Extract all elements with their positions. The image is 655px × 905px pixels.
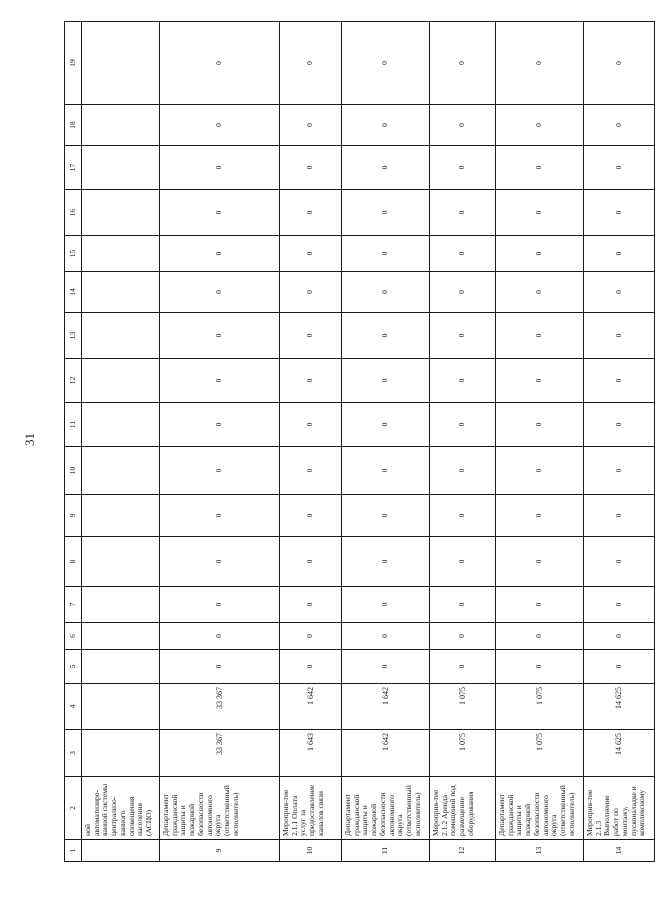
- year-value-cell: 0: [160, 190, 280, 236]
- year-value-cell: 0: [496, 537, 584, 587]
- column-header: 13: [65, 313, 82, 359]
- year-value-cell: 0: [280, 447, 342, 495]
- year-value-cell: 33 367: [160, 684, 280, 730]
- year-value-cell: [82, 190, 160, 236]
- year-value-cell: 0: [584, 105, 655, 146]
- year-value-cell: 0: [430, 22, 496, 105]
- year-value-cell: 0: [160, 146, 280, 190]
- year-value-cell: 0: [342, 403, 430, 447]
- year-value-cell: 0: [160, 650, 280, 684]
- year-value-cell: 0: [430, 313, 496, 359]
- year-value-cell: 0: [496, 359, 584, 403]
- row-number-cell: 12: [430, 840, 496, 862]
- year-value-cell: 0: [160, 403, 280, 447]
- year-value-cell: 0: [584, 236, 655, 272]
- year-value-cell: 0: [342, 587, 430, 623]
- year-value-cell: [82, 650, 160, 684]
- year-value-cell: 0: [280, 359, 342, 403]
- year-value-cell: 0: [160, 22, 280, 105]
- column-header: 9: [65, 495, 82, 537]
- page-number: 31: [22, 433, 37, 446]
- year-value-cell: 1 075: [430, 684, 496, 730]
- total-cell: 1 643: [280, 730, 342, 777]
- year-value-cell: [82, 587, 160, 623]
- row-name-cell: Департамент гражданской защиты и пожарной безопасности автономного округа (ответственный исполнитель): [496, 777, 584, 840]
- year-value-cell: 0: [342, 146, 430, 190]
- year-value-cell: 0: [342, 105, 430, 146]
- year-value-cell: 0: [430, 359, 496, 403]
- year-value-cell: 0: [430, 623, 496, 650]
- year-value-cell: 0: [342, 495, 430, 537]
- year-value-cell: 0: [584, 146, 655, 190]
- year-value-cell: 0: [496, 495, 584, 537]
- year-value-cell: 0: [584, 537, 655, 587]
- year-value-cell: 0: [496, 447, 584, 495]
- row-name-cell: Мероприя-тие 2.1.3 Выполнение работ по монтажу, пусконаладке и комплексному: [584, 777, 655, 840]
- year-value-cell: 0: [496, 650, 584, 684]
- year-value-cell: 0: [342, 650, 430, 684]
- row-number-cell: 11: [342, 840, 430, 862]
- year-value-cell: 0: [342, 537, 430, 587]
- year-value-cell: 0: [584, 447, 655, 495]
- total-cell: 1 075: [430, 730, 496, 777]
- year-value-cell: 0: [584, 650, 655, 684]
- table-row: [342, 22, 430, 862]
- year-value-cell: 0: [496, 403, 584, 447]
- row-number-cell: 10: [280, 840, 342, 862]
- row-name-cell: ной автоматизиро-ванной системы централизо-ванного оповещения населения (АСЦО): [82, 777, 160, 840]
- row-number-cell: 13: [496, 840, 584, 862]
- year-value-cell: [82, 313, 160, 359]
- row-name-cell: Мероприя-тие 2.1.1 Оплата услуг за предоставление каналов связи: [280, 777, 342, 840]
- total-cell: 33 367: [160, 730, 280, 777]
- year-value-cell: 0: [584, 313, 655, 359]
- year-value-cell: [82, 272, 160, 313]
- column-header: 4: [65, 684, 82, 730]
- year-value-cell: 0: [342, 236, 430, 272]
- year-value-cell: [82, 22, 160, 105]
- total-cell: 1 075: [496, 730, 584, 777]
- table-row: [82, 22, 160, 862]
- year-value-cell: 0: [160, 587, 280, 623]
- column-header: 18: [65, 105, 82, 146]
- column-header: 6: [65, 623, 82, 650]
- year-value-cell: 0: [430, 447, 496, 495]
- table-row: [430, 22, 496, 862]
- column-header: 17: [65, 146, 82, 190]
- column-header: 7: [65, 587, 82, 623]
- year-value-cell: 0: [280, 22, 342, 105]
- row-name-cell: Департамент гражданской защиты и пожарной безопасности автономного округа (ответственный исполнитель): [342, 777, 430, 840]
- year-value-cell: 0: [342, 272, 430, 313]
- year-value-cell: 1 642: [342, 684, 430, 730]
- year-value-cell: 0: [430, 236, 496, 272]
- column-header: 12: [65, 359, 82, 403]
- table-row: [280, 22, 342, 862]
- year-value-cell: 0: [342, 447, 430, 495]
- rotated-table-container: [64, 22, 647, 862]
- year-value-cell: 0: [280, 537, 342, 587]
- year-value-cell: 0: [342, 623, 430, 650]
- column-header: 10: [65, 447, 82, 495]
- year-value-cell: [82, 495, 160, 537]
- year-value-cell: 0: [584, 359, 655, 403]
- year-value-cell: 0: [430, 146, 496, 190]
- year-value-cell: [82, 403, 160, 447]
- year-value-cell: 0: [280, 313, 342, 359]
- year-value-cell: 0: [496, 105, 584, 146]
- year-value-cell: 0: [280, 587, 342, 623]
- year-value-cell: 0: [342, 190, 430, 236]
- year-value-cell: 0: [160, 447, 280, 495]
- column-header: 1: [65, 840, 82, 862]
- year-value-cell: 0: [584, 623, 655, 650]
- year-value-cell: [82, 359, 160, 403]
- year-value-cell: 0: [430, 105, 496, 146]
- year-value-cell: 0: [496, 272, 584, 313]
- year-value-cell: 0: [280, 495, 342, 537]
- year-value-cell: 0: [342, 359, 430, 403]
- year-value-cell: 0: [496, 236, 584, 272]
- year-value-cell: 0: [160, 537, 280, 587]
- year-value-cell: 0: [160, 623, 280, 650]
- header-row: [65, 22, 82, 862]
- year-value-cell: 0: [160, 236, 280, 272]
- row-number-cell: [82, 840, 160, 862]
- total-cell: 1 642: [342, 730, 430, 777]
- year-value-cell: 0: [584, 272, 655, 313]
- year-value-cell: 0: [584, 22, 655, 105]
- year-value-cell: 0: [280, 146, 342, 190]
- year-value-cell: 0: [430, 537, 496, 587]
- year-value-cell: 0: [160, 313, 280, 359]
- year-value-cell: 0: [280, 236, 342, 272]
- row-name-cell: Мероприя-тие 2.1.2 Аренда помещений под размещение оборудования: [430, 777, 496, 840]
- column-header: 14: [65, 272, 82, 313]
- table-row: [584, 22, 655, 862]
- year-value-cell: 0: [430, 650, 496, 684]
- year-value-cell: 0: [280, 272, 342, 313]
- year-value-cell: 0: [430, 190, 496, 236]
- year-value-cell: [82, 537, 160, 587]
- year-value-cell: [82, 105, 160, 146]
- total-cell: 14 625: [584, 730, 655, 777]
- year-value-cell: 0: [280, 105, 342, 146]
- table-row: [160, 22, 280, 862]
- total-cell: [82, 730, 160, 777]
- year-value-cell: 0: [280, 623, 342, 650]
- year-value-cell: 0: [584, 403, 655, 447]
- year-value-cell: 0: [496, 22, 584, 105]
- year-value-cell: 0: [280, 403, 342, 447]
- column-header: 3: [65, 730, 82, 777]
- year-value-cell: 0: [496, 146, 584, 190]
- year-value-cell: [82, 684, 160, 730]
- year-value-cell: 0: [430, 272, 496, 313]
- year-value-cell: 1 075: [496, 684, 584, 730]
- year-value-cell: [82, 146, 160, 190]
- year-value-cell: 0: [496, 587, 584, 623]
- budget-table: [64, 21, 655, 862]
- column-header: 2: [65, 777, 82, 840]
- year-value-cell: 0: [430, 403, 496, 447]
- year-value-cell: [82, 447, 160, 495]
- year-value-cell: 0: [342, 313, 430, 359]
- year-value-cell: 0: [160, 495, 280, 537]
- year-value-cell: [82, 236, 160, 272]
- column-header: 19: [65, 22, 82, 105]
- year-value-cell: 0: [584, 495, 655, 537]
- column-header: 16: [65, 190, 82, 236]
- table-row: [496, 22, 584, 862]
- year-value-cell: 0: [584, 587, 655, 623]
- year-value-cell: 14 625: [584, 684, 655, 730]
- column-header: 5: [65, 650, 82, 684]
- year-value-cell: 1 642: [280, 684, 342, 730]
- year-value-cell: 0: [280, 190, 342, 236]
- year-value-cell: 0: [160, 359, 280, 403]
- row-number-cell: 14: [584, 840, 655, 862]
- year-value-cell: 0: [280, 650, 342, 684]
- year-value-cell: 0: [496, 623, 584, 650]
- year-value-cell: 0: [160, 105, 280, 146]
- year-value-cell: 0: [160, 272, 280, 313]
- year-value-cell: 0: [584, 190, 655, 236]
- year-value-cell: 0: [496, 313, 584, 359]
- column-header: 11: [65, 403, 82, 447]
- year-value-cell: 0: [430, 495, 496, 537]
- year-value-cell: 0: [496, 190, 584, 236]
- column-header: 8: [65, 537, 82, 587]
- row-number-cell: 9: [160, 840, 280, 862]
- column-header: 15: [65, 236, 82, 272]
- year-value-cell: 0: [342, 22, 430, 105]
- year-value-cell: 0: [430, 587, 496, 623]
- row-name-cell: Департамент гражданской защиты и пожарной безопасности автономного округа (ответственный исполнитель): [160, 777, 280, 840]
- year-value-cell: [82, 623, 160, 650]
